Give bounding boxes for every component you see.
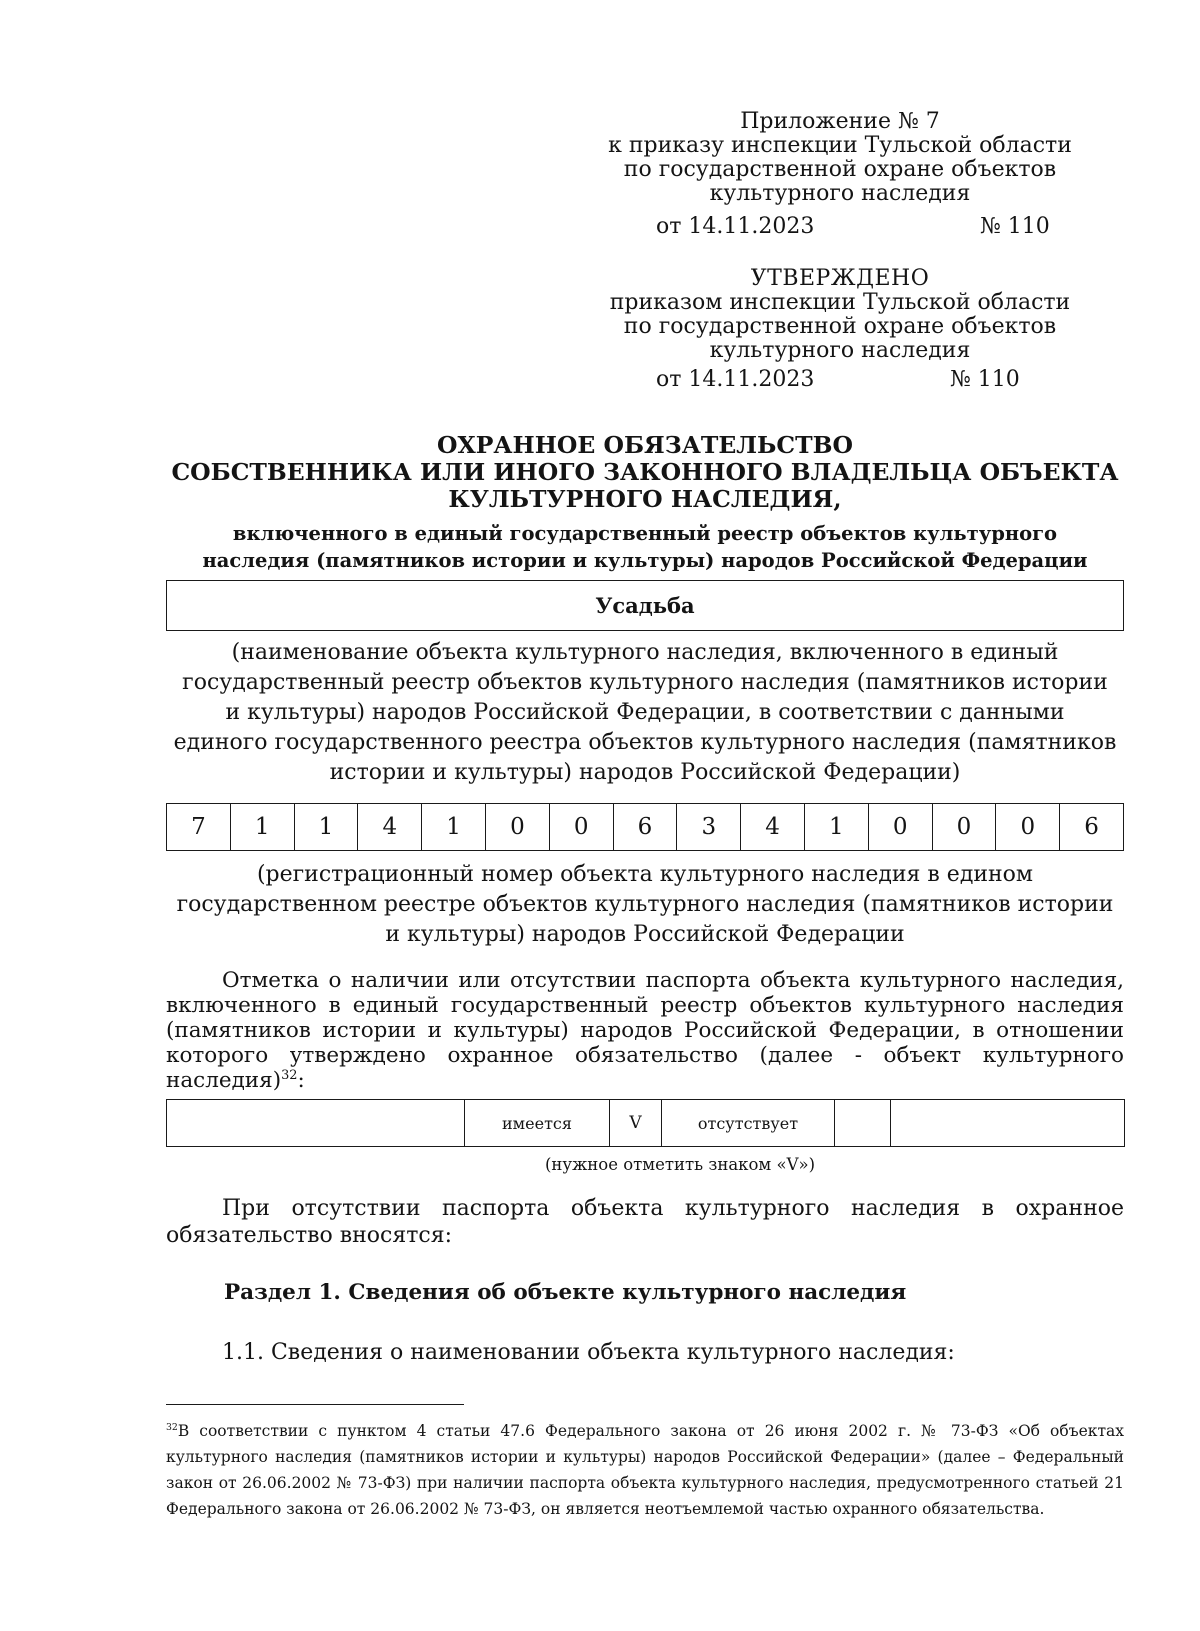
appendix-line: по государственной охране объектов (623, 157, 1057, 182)
passport-empty-cell (167, 1100, 465, 1147)
caption-line: истории и культуры) народов Российской Федерации) (329, 760, 961, 785)
appendix-block (560, 110, 1120, 206)
footnote-mark: 32 (166, 1421, 178, 1433)
registration-digit-cell: 0 (485, 804, 549, 851)
approved-date: от 14.11.2023 (656, 367, 815, 392)
approved-number: № 110 (950, 367, 1020, 392)
appendix-date: от 14.11.2023 (656, 214, 815, 239)
object-name-caption (140, 638, 1150, 788)
appendix-line: культурного наследия (709, 181, 971, 206)
registration-digit-cell: 6 (1060, 804, 1124, 851)
passport-has-label: имеется (465, 1100, 610, 1147)
approved-heading: УТВЕРЖДЕНО (750, 266, 930, 291)
caption-line: государственный реестр объектов культурного наследия (памятников истории (182, 670, 1108, 695)
subtitle-line: включенного в единый государственный реестр объектов культурного (232, 522, 1058, 545)
passport-hint: (нужное отметить знаком «V») (544, 1155, 816, 1174)
appendix-number: № 110 (980, 214, 1050, 239)
object-name-value: Усадьба (595, 593, 695, 618)
registration-digit-cell: 1 (804, 804, 868, 851)
passport-text: Отметка о наличии или отсутствии паспорта объекта культурного наследия, включенного в единый государственный реестр объектов культурного наследия (памятников истории и культуры) народов Российской Федерации, в отношении которого утверждено охранное обязательство (далее - объект культурного наследия) (166, 968, 1124, 1093)
section-heading: Раздел 1. Сведения об объекте культурного наследия (224, 1280, 907, 1305)
passport-row (167, 1100, 1125, 1147)
passport-absent-checkbox[interactable] (835, 1100, 891, 1147)
passport-absent-label: отсутствует (662, 1100, 835, 1147)
title-line: ОХРАННОЕ ОБЯЗАТЕЛЬСТВО (437, 431, 853, 459)
registration-caption (140, 860, 1150, 950)
caption-line: единого государственного реестра объектов культурного наследия (памятников (173, 730, 1117, 755)
registration-digit-cell: 1 (294, 804, 358, 851)
subtitle-line: наследия (памятников истории и культуры) народов Российской Федерации (202, 549, 1088, 572)
registration-digit-cell: 0 (549, 804, 613, 851)
caption-line: государственном реестре объектов культурного наследия (памятников истории (176, 892, 1114, 917)
registration-digit-cell: 0 (996, 804, 1060, 851)
document-title (140, 432, 1150, 513)
caption-line: и культуры) народов Российской Федерации, в соответствии с данными (225, 700, 1065, 725)
no-passport-paragraph: При отсутствии паспорта объекта культурного наследия в охранное обязательство вносятся: (166, 1196, 1124, 1248)
registration-digit-cell: 1 (422, 804, 486, 851)
registration-digit-cell: 4 (358, 804, 422, 851)
registration-digit-cell: 3 (677, 804, 741, 851)
registration-digit-cell: 0 (868, 804, 932, 851)
document-subtitle (140, 520, 1150, 574)
title-line: КУЛЬТУРНОГО НАСЛЕДИЯ, (448, 485, 842, 513)
approved-line: по государственной охране объектов (623, 314, 1057, 339)
appendix-line: к приказу инспекции Тульской области (608, 133, 1072, 158)
registration-digit-cell: 4 (741, 804, 805, 851)
passport-paragraph (166, 968, 1124, 1093)
approved-block (560, 267, 1120, 363)
registration-digit-cell: 0 (932, 804, 996, 851)
section-item: 1.1. Сведения о наименовании объекта культурного наследия: (222, 1340, 955, 1365)
footnote-ref: 32 (281, 1067, 298, 1083)
footnote-text: В соответствии с пунктом 4 статьи 47.6 Федерального закона от 26 июня 2002 г. № 73-ФЗ «Об объектах культурного наследия (памятников истории и культуры) народов Российской Федерации» (далее – Федеральный закон от 26.06.2002 № 73-ФЗ) при наличии паспорта объекта культурного наследия, предусмотренного статьей 21 Федерального закона от 26.06.2002 № 73-ФЗ, он является неотъемлемой частью охранного обязательства. (166, 1422, 1124, 1518)
passport-empty-cell (891, 1100, 1125, 1147)
passport-table (166, 1099, 1125, 1147)
caption-line: (регистрационный номер объекта культурного наследия в едином (256, 862, 1034, 887)
caption-line: и культуры) народов Российской Федерации (385, 922, 905, 947)
footnote (166, 1418, 1124, 1522)
caption-line: (наименование объекта культурного наследия, включенного в единый (231, 640, 1059, 665)
object-name-field (166, 580, 1124, 631)
appendix-title: Приложение № 7 (740, 109, 940, 134)
registration-number-grid (166, 803, 1124, 851)
title-line: СОБСТВЕННИКА ИЛИ ИНОГО ЗАКОННОГО ВЛАДЕЛЬЦА ОБЪЕКТА (171, 458, 1119, 486)
footnote-separator (166, 1404, 464, 1405)
registration-digit-cell: 1 (230, 804, 294, 851)
registration-digit-cell: 7 (167, 804, 231, 851)
approved-line: приказом инспекции Тульской области (609, 290, 1071, 315)
registration-digit-cell: 6 (613, 804, 677, 851)
approved-line: культурного наследия (709, 338, 971, 363)
registration-row (167, 804, 1124, 851)
passport-has-checkbox[interactable]: V (610, 1100, 662, 1147)
passport-colon: : (297, 1068, 305, 1093)
